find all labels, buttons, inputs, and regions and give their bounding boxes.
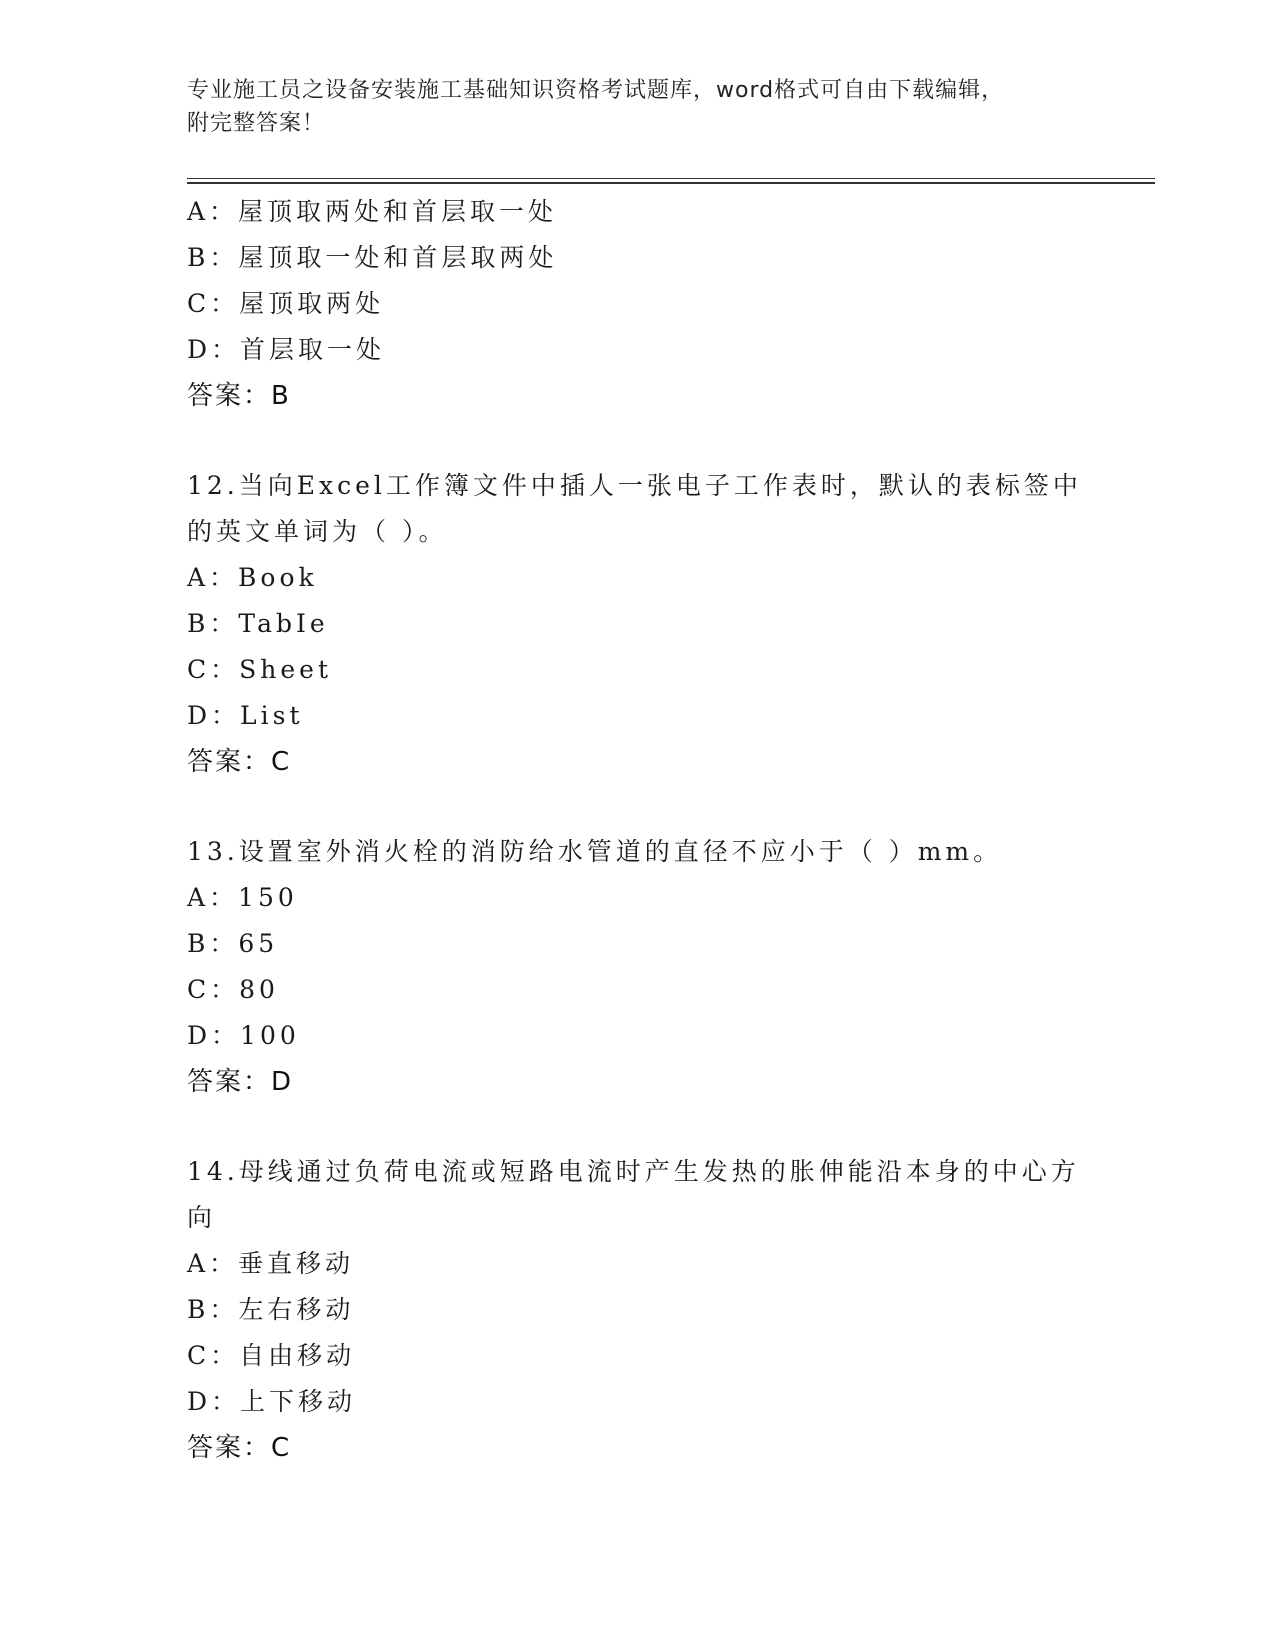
question-14	[187, 1149, 1087, 1471]
option-b: B：65	[187, 929, 279, 958]
question-12	[187, 463, 1087, 785]
option-d: D：List	[187, 701, 304, 730]
option-c: C：Sheet	[187, 655, 332, 684]
question-stem: 12.当向Excel工作簿文件中插人一张电子工作表时，默认的表标签中	[187, 471, 1082, 500]
option-d: D：100	[187, 1021, 300, 1050]
option-c: C：自由移动	[187, 1341, 356, 1370]
answer-line: 答案：C	[187, 1433, 292, 1463]
question-13	[187, 829, 1087, 1105]
option-b: B：TabIe	[187, 609, 329, 638]
option-b: B：屋顶取一处和首层取两处	[187, 243, 558, 272]
answer-line: 答案：C	[187, 747, 292, 777]
option-a: A：垂直移动	[187, 1249, 355, 1278]
header-line-2: 附完整答案！	[187, 111, 326, 136]
header-line-1: 专业施工员之设备安装施工基础知识资格考试题库，word格式可自由下载编辑，	[187, 78, 1005, 103]
answer-line: 答案：D	[187, 1067, 294, 1097]
option-a: A：150	[187, 883, 298, 912]
question-list	[187, 189, 1087, 1471]
question-11	[187, 189, 1087, 419]
document-header	[187, 74, 1087, 140]
question-stem-cont: 的英文单词为（ ）。	[187, 517, 448, 546]
question-stem: 13.设置室外消火栓的消防给水管道的直径不应小于（ ）mm。	[187, 837, 1003, 866]
option-c: C：80	[187, 975, 279, 1004]
option-b: B：左右移动	[187, 1295, 355, 1324]
option-d: D：首层取一处	[187, 335, 386, 364]
header-divider-thin	[187, 178, 1155, 179]
header-divider-thick	[187, 182, 1155, 184]
option-a: A：屋顶取两处和首层取一处	[187, 197, 558, 226]
option-a: A：Book	[187, 563, 318, 592]
answer-line: 答案：B	[187, 381, 291, 411]
question-stem: 14.母线通过负荷电流或短路电流时产生发热的胀伸能沿本身的中心方	[187, 1157, 1080, 1186]
option-c: C：屋顶取两处	[187, 289, 385, 318]
option-d: D：上下移动	[187, 1387, 357, 1416]
question-stem-cont: 向	[187, 1203, 217, 1232]
